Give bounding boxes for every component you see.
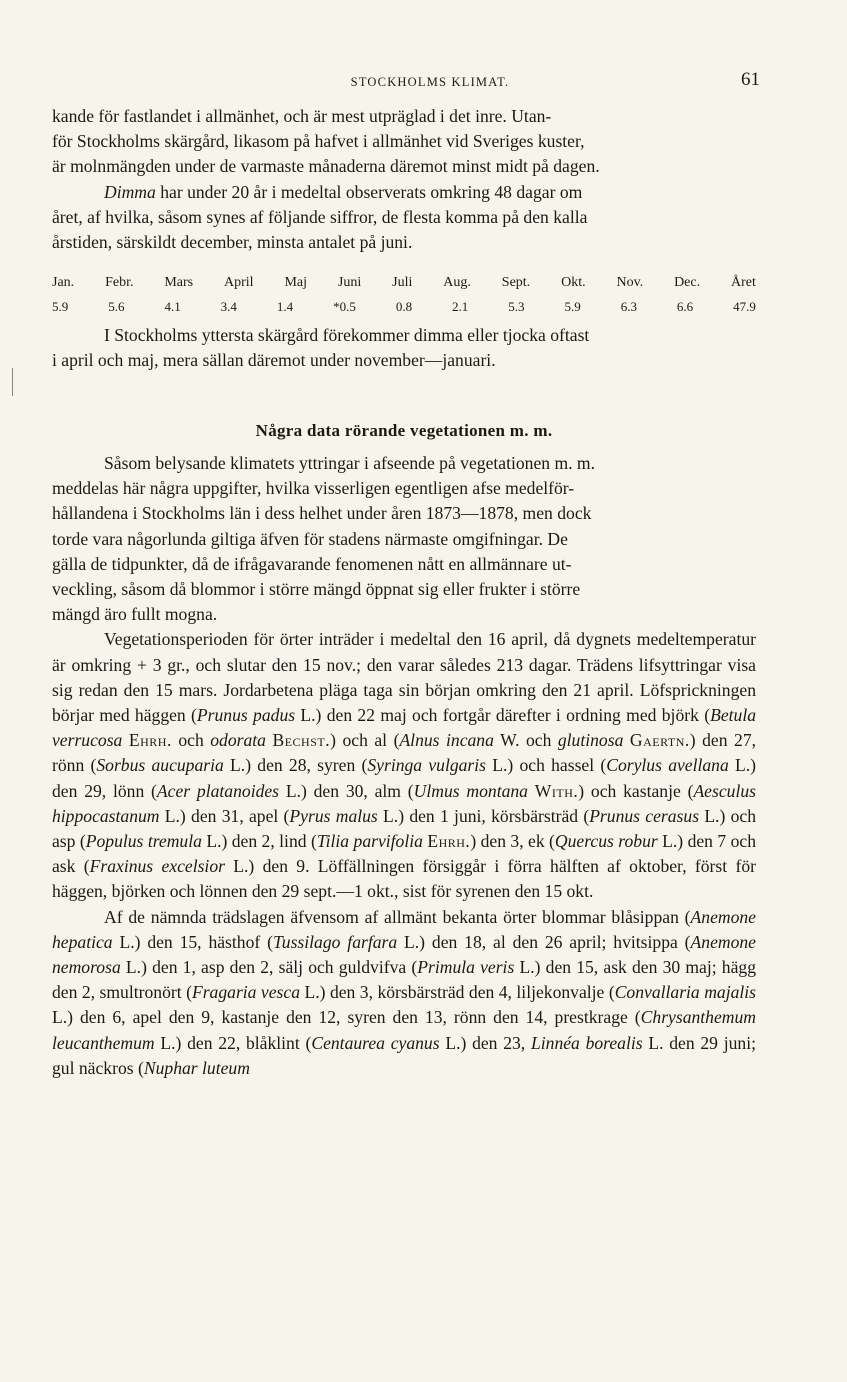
section-heading: Några data rörande vegetationen m. m. — [255, 421, 553, 440]
vegetation-body — [52, 451, 756, 1081]
author-name: Bechst. — [272, 730, 331, 751]
text-span: Af de nämnda trädslagen äfvensom af allmänt bekanta örter blommar blåsippan ( — [104, 906, 691, 927]
species-name: Nuphar luteum — [143, 1057, 250, 1078]
text-span: L. den 29 juni; gul näckros ( — [52, 1032, 756, 1078]
species-name: Populus tremula — [85, 831, 202, 852]
table-cell: 0.8 — [395, 299, 413, 314]
table-cell: 5.9 — [52, 299, 69, 314]
running-head-title: STOCKHOLMS KLIMAT. — [350, 75, 510, 89]
species-name: Betula verrucosa — [52, 705, 757, 751]
text-span: L.) den 29, lönn ( — [52, 755, 757, 801]
text-line: hållandena i Stockholms län i dess helhet under åren 1873—1878, men dock — [52, 503, 592, 524]
table-header-cell: Året — [731, 275, 756, 290]
text-span: L.) den 9. Löffällningen försiggår i förra hälften af oktober, först för häggen, björken och lönnen den 29 sept.—1 okt., sist för syrenen den 15 okt. — [52, 856, 756, 902]
text-span: ) och kastanje ( — [578, 780, 694, 801]
text-line: meddelas här några uppgifter, hvilka visserligen egentligen afse medelför- — [52, 478, 575, 499]
text-span: L.) den 1 juni, körsbärsträd ( — [377, 805, 590, 826]
table-header-cell: Okt. — [561, 275, 586, 290]
fog-days-table — [52, 271, 756, 319]
text-span: har under 20 år i medeltal observerats omkring 48 dagar om — [155, 181, 583, 202]
table-header-cell: Juni — [337, 275, 362, 290]
text-span: W. och — [493, 730, 558, 751]
table-cell: 6.6 — [676, 299, 694, 314]
text-span: ) och al ( — [330, 730, 400, 751]
species-name: Primula veris — [417, 957, 515, 978]
dimma-term: Dimma — [104, 181, 156, 202]
text-line: kande för fastlandet i allmänhet, och är mest utpräglad i det inre. Utan- — [52, 106, 552, 126]
table-cell: 3.4 — [220, 299, 237, 314]
flowering-paragraph — [52, 905, 756, 1081]
text-line: för Stockholms skärgård, likasom på hafvet i allmänhet vid Sveriges kuster, — [52, 131, 585, 152]
margin-mark — [12, 368, 13, 396]
species-name: Alnus incana — [399, 730, 494, 751]
table-cell: 4.1 — [164, 299, 181, 314]
author-name: Gaertn. — [629, 730, 690, 751]
text-span: ) den 27, rönn ( — [52, 730, 757, 776]
text-span: Vegetationsperioden för örter inträder i medeltal den 16 april, då dygnets medeltemperatur är omkring + 3 gr., och slutar den 15 nov.; den varar således 213 dagar. Trädens lifsyttringar visa sig redan den 15 mars. Jordarbetena pläga taga sin början omkring den 21 april. Löfsprickningen börjar med häggen ( — [52, 629, 756, 726]
text-line: I Stockholms yttersta skärgård förekommer dimma eller tjocka oftast — [104, 325, 590, 345]
table-cell: 1.4 — [276, 299, 294, 314]
species-name: glutinosa — [557, 730, 624, 751]
table-cell: *0.5 — [333, 299, 356, 314]
text-span: ) den 3, ek ( — [470, 831, 555, 852]
species-name: Tussilago farfara — [272, 931, 398, 952]
text-span: L.) den 31, apel ( — [159, 805, 290, 826]
species-name: Syringa vulgaris — [367, 755, 487, 776]
text-line — [52, 180, 756, 205]
species-name: Corylus avellana — [606, 755, 729, 776]
table-cell: 2.1 — [452, 299, 469, 314]
vegetation-intro-paragraph — [52, 451, 756, 627]
text-span: L.) och asp ( — [52, 805, 756, 852]
species-name: odorata — [210, 730, 266, 751]
text-span: och — [171, 730, 211, 751]
text-span: L.) den 22 maj och fortgår därefter i ordning med björk ( — [295, 705, 711, 726]
table-header-row — [52, 271, 756, 295]
species-name: Fragaria vesca — [191, 982, 301, 1003]
text-span: L.) den 15, ask den 30 maj; hägg den 2, smultronört ( — [52, 957, 756, 1003]
text-span: L.) den 1, asp den 2, sälj och guldvifva ( — [120, 957, 418, 978]
table-cell: 5.3 — [508, 299, 525, 314]
species-name: Chrysanthemum leucanthemum — [52, 1007, 756, 1053]
text-span: L.) den 2, lind ( — [201, 831, 317, 852]
species-name: Pyrus malus — [289, 805, 378, 826]
fog-paragraph — [52, 104, 756, 255]
table-header-cell: April — [224, 275, 254, 290]
table-header-cell: Nov. — [616, 275, 644, 290]
species-name: Acer platanoides — [156, 780, 280, 801]
table-cell: 5.6 — [108, 299, 125, 314]
author-name: Ehrh. — [128, 730, 172, 751]
text-span: L.) den 15, hästhof ( — [112, 931, 273, 952]
text-span: L.) den 3, körsbärsträd den 4, liljekonvalje ( — [300, 982, 615, 1003]
species-name: Ulmus montana — [413, 780, 528, 801]
table-header-cell: Mars — [164, 275, 194, 290]
table-cell: 47.9 — [733, 299, 756, 314]
table-cell: 5.9 — [564, 299, 581, 314]
species-name: Convallaria majalis — [614, 982, 756, 1003]
text-line: är molnmängden under de varmaste månaderna däremot minst midt på dagen. — [52, 156, 600, 177]
text-line: torde vara någorlunda giltiga äfven för stadens närmaste omgifningar. De — [52, 528, 568, 549]
species-name: Aesculus hippocastanum — [52, 780, 756, 826]
archipelago-paragraph — [52, 323, 756, 373]
species-name: Prunus cerasus — [589, 805, 700, 826]
species-name: Centaurea cyanus — [311, 1032, 440, 1053]
page-number: 61 — [741, 69, 760, 90]
table-row — [52, 295, 756, 319]
text-line: Såsom belysande klimatets yttringar i afseende på vegetationen m. m. — [104, 453, 596, 473]
text-span: L.) den 28, syren ( — [223, 755, 368, 776]
species-name: Prunus padus — [196, 705, 296, 726]
text-span: L.) den 23, — [439, 1032, 531, 1053]
vegetation-period-paragraph — [52, 627, 756, 904]
text-span: L.) och hassel ( — [486, 755, 607, 776]
text-span: L.) den 7 och ask ( — [52, 831, 757, 877]
table-header-cell: Jan. — [52, 275, 75, 290]
table-header-cell: Juli — [392, 275, 413, 290]
text-span: L.) den 18, al den 26 april; hvitsippa ( — [397, 931, 691, 952]
text-span: L.) den 30, alm ( — [279, 780, 414, 801]
species-name: Anemone nemorosa — [52, 931, 756, 978]
text-line: mängd äro fullt mogna. — [52, 604, 218, 625]
species-name: Anemone hepatica — [52, 906, 756, 952]
text-line: året, af hvilka, såsom synes af följande siffror, de flesta komma på den kalla — [52, 206, 588, 227]
table-cell: 6.3 — [620, 299, 637, 314]
table-header-cell: Febr. — [105, 275, 134, 290]
text-span: L.) den 22, blåklint ( — [154, 1032, 312, 1053]
table-header-cell: Dec. — [674, 275, 701, 290]
text-line: i april och maj, mera sällan däremot under november—januari. — [52, 350, 496, 371]
text-line: veckling, såsom då blommor i större mängd öppnat sig eller frukter i större — [52, 579, 581, 600]
species-name: Quercus robur — [554, 831, 658, 852]
species-name: Fraxinus excelsior — [89, 856, 225, 877]
species-name: Tilia parvifolia — [316, 831, 423, 852]
author-name: Ehrh. — [427, 831, 471, 852]
table-header-cell: Aug. — [443, 275, 471, 290]
text-line: gälla de tidpunkter, då de ifrågavarande fenomenen nått en allmännare ut- — [52, 553, 572, 574]
species-name: Linnéa borealis — [530, 1032, 643, 1053]
text-line: årstiden, särskildt december, minsta antalet på juni. — [52, 232, 413, 253]
author-name: With. — [534, 780, 579, 801]
table-header-cell: Sept. — [501, 275, 531, 290]
species-name: Sorbus aucuparia — [96, 755, 224, 776]
text-span: L.) den 6, apel den 9, kastanje den 12, syren den 13, rönn den 14, prestkrage ( — [52, 1007, 641, 1028]
running-head — [100, 69, 760, 95]
table-header-cell: Maj — [284, 275, 308, 290]
